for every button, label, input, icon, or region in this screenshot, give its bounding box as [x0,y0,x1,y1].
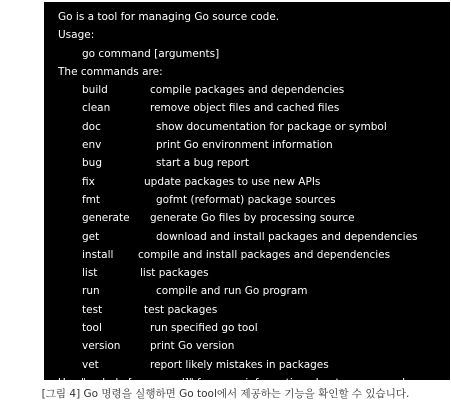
command-name: list [82,267,98,280]
command-row [58,99,450,117]
command-row [58,191,450,209]
command-name: version [82,340,121,353]
command-desc: update packages to use new APIs [144,175,321,188]
command-desc: test packages [144,303,218,316]
command-row [58,173,450,191]
command-desc: gofmt (reformat) package sources [156,193,336,206]
command-desc: start a bug report [156,157,249,170]
figure-caption: [그림 4] Go 명령을 실행하면 Go tool에서 제공하는 기능을 확인할 수 있습니다. [41,388,410,400]
command-name: install [82,248,114,261]
command-row [58,356,450,374]
command-desc: report likely mistakes in packages [150,358,329,371]
command-desc: print Go environment information [156,139,333,152]
command-name: generate [82,212,130,225]
command-row [58,264,450,282]
command-desc: remove object files and cached files [150,102,340,115]
command-name: get [82,230,100,243]
command-row [58,154,450,172]
command-row [58,118,450,136]
command-row [58,301,450,319]
command-row [58,319,450,337]
command-row [58,246,450,264]
command-name: build [82,84,108,97]
command-name: tool [82,322,102,335]
command-name: fix [82,175,95,188]
command-row [58,81,450,99]
command-row [58,228,450,246]
command-name: env [82,139,102,152]
command-name: doc [82,120,101,133]
command-row [58,136,450,154]
help-footer: Use "go help [command]" for more information about a command. [58,376,409,389]
command-name: bug [82,157,102,170]
commands-header: The commands are: [58,65,163,78]
intro-text: Go is a tool for managing Go source code. [58,11,280,23]
command-row [58,209,450,227]
command-desc: show documentation for package or symbol [156,120,387,133]
command-desc: download and install packages and dependencies [156,230,418,243]
command-desc: compile packages and dependencies [150,84,345,97]
command-name: clean [82,102,111,115]
command-desc: print Go version [150,340,235,353]
command-desc: compile and run Go program [156,285,308,298]
terminal-output [44,2,450,389]
command-name: vet [82,358,99,371]
command-name: run [82,285,100,298]
command-row [58,337,450,355]
command-row [58,282,450,300]
usage-label: Usage: [58,29,95,42]
command-desc: list packages [140,267,209,280]
command-name: fmt [82,193,101,206]
command-desc: compile and install packages and dependencies [138,248,391,261]
command-name: test [82,303,103,316]
command-desc: generate Go files by processing source [150,212,355,225]
usage-line: go command [arguments] [82,47,220,60]
command-desc: run specified go tool [150,322,258,335]
